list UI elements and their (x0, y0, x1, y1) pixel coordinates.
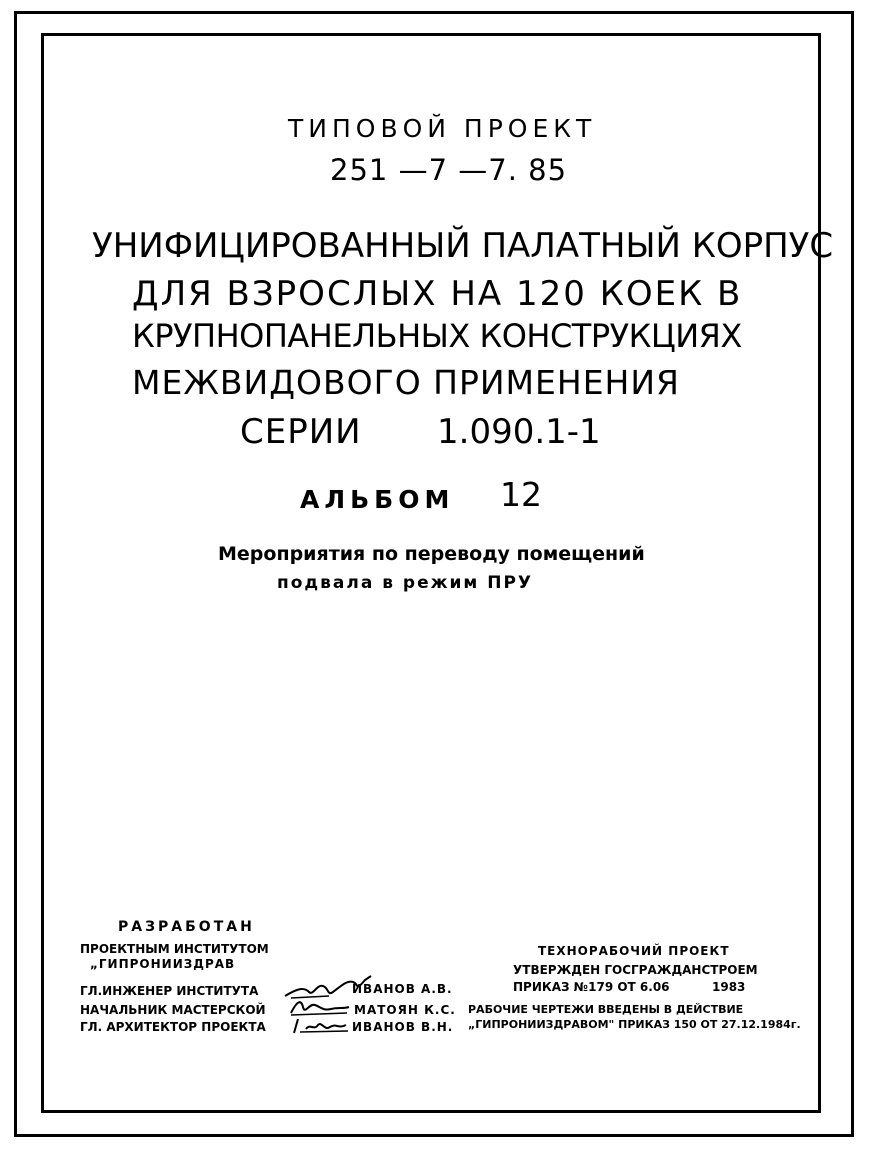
approval-order: ПРИКАЗ №179 ОТ 6.06 (513, 980, 670, 994)
title-line-2: ДЛЯ ВЗРОСЛЫХ НА 120 КОЕК В (132, 274, 743, 314)
approval-line-1: ТЕХНОРАБОЧИЙ ПРОЕКТ (538, 944, 730, 958)
album-label: АЛЬБОМ (300, 485, 455, 514)
developer-line-1: ПРОЕКТНЫМ ИНСТИТУТОМ (80, 942, 269, 956)
signatory-role-3: ГЛ. АРХИТЕКТОР ПРОЕКТА (80, 1020, 266, 1034)
signatory-name-3: ИВАНОВ В.Н. (352, 1020, 454, 1034)
title-line-3: КРУПНОПАНЕЛЬНЫХ КОНСТРУКЦИЯХ (132, 317, 742, 355)
subject-line-1: Мероприятия по переводу помещений (218, 543, 645, 565)
signature-workshop-head (287, 995, 353, 1017)
title-line-1: УНИФИЦИРОВАННЫЙ ПАЛАТНЫЙ КОРПУС (92, 226, 834, 266)
developer-line-2: „ГИПРОНИИЗДРАВ (90, 957, 236, 971)
signatory-name-1: ИВАНОВ А.В. (352, 982, 453, 996)
developer-label: РАЗРАБОТАН (118, 919, 255, 935)
approval-order-year: 1983 (712, 980, 746, 994)
approval-line-2: УТВЕРЖДЕН ГОСГРАЖДАНСТРОЕМ (513, 963, 758, 977)
signatory-role-2: НАЧАЛЬНИК МАСТЕРСКОЙ (80, 1003, 266, 1017)
subject-line-2: подвала в режим ПРУ (277, 573, 534, 593)
album-number: 12 (500, 475, 542, 514)
series-label: СЕРИИ (240, 412, 362, 452)
title-line-4: МЕЖВИДОВОГО ПРИМЕНЕНИЯ (132, 363, 680, 402)
type-label: ТИПОВОЙ ПРОЕКТ (288, 114, 597, 143)
signature-chief-architect (290, 1015, 352, 1035)
signatory-name-2: МАТОЯН К.С. (354, 1003, 456, 1017)
series-number: 1.090.1-1 (437, 412, 601, 452)
approval-line-5: „ГИПРОНИИЗДРАВОМ" ПРИКАЗ 150 ОТ 27.12.1984г. (468, 1018, 801, 1031)
approval-line-4: РАБОЧИЕ ЧЕРТЕЖИ ВВЕДЕНЫ В ДЕЙСТВИЕ (468, 1003, 744, 1016)
signatory-role-1: ГЛ.ИНЖЕНЕР ИНСТИТУТА (80, 984, 259, 998)
project-number: 251 —7 —7. 85 (330, 153, 568, 187)
